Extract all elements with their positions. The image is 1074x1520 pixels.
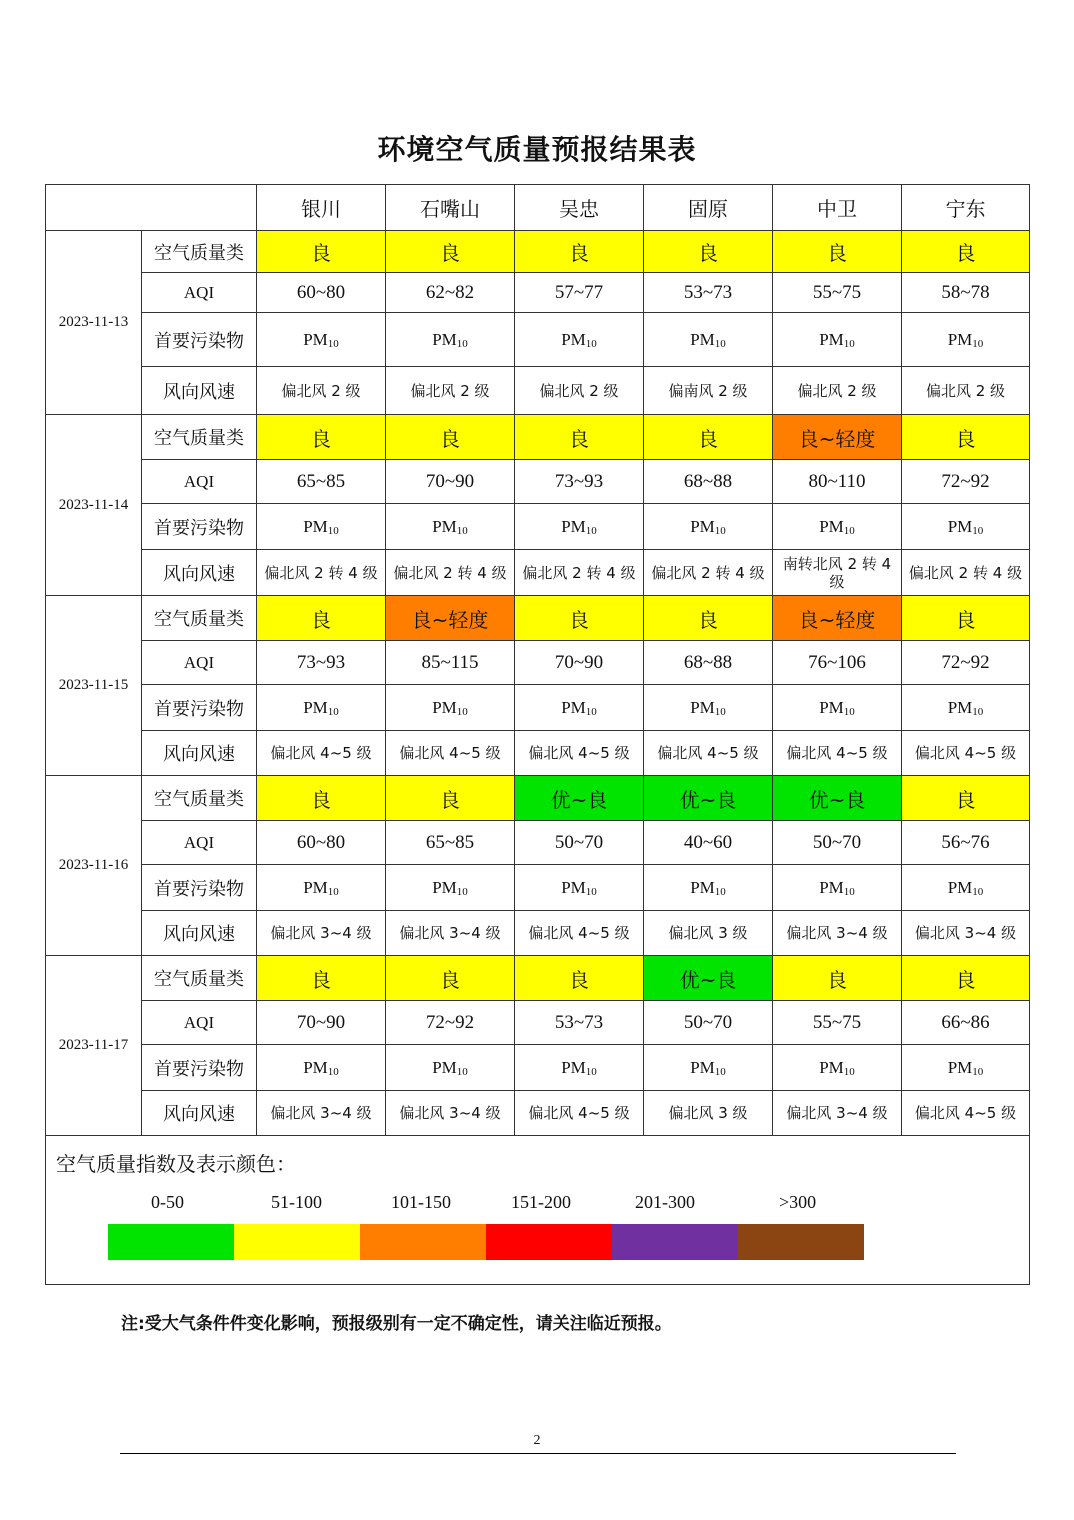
- aqi-row: [46, 273, 1030, 313]
- category-cell: 优~良: [773, 776, 902, 821]
- aqi-cell: 58~78: [902, 273, 1030, 313]
- wind-row: [46, 367, 1030, 415]
- aqi-cell: 68~88: [644, 641, 773, 685]
- pollutant-cell: [515, 685, 644, 731]
- aqi-cell: 66~86: [902, 1001, 1030, 1045]
- pollutant-name: PM: [819, 877, 844, 897]
- category-cell: 良: [902, 956, 1030, 1001]
- pollutant-name: PM: [561, 329, 586, 349]
- city-header: 银川: [257, 185, 386, 231]
- legend-color-swatch: [486, 1224, 612, 1260]
- pollutant-subscript: 10: [843, 524, 855, 537]
- legend-range-label: 151-200: [511, 1192, 571, 1212]
- pollutant-cell: [386, 504, 515, 550]
- aqi-cell: 53~73: [515, 1001, 644, 1045]
- category-cell: 优~良: [515, 776, 644, 821]
- aqi-cell: 80~110: [773, 460, 902, 504]
- pollutant-subscript: 10: [585, 705, 597, 718]
- pollutant-name: PM: [947, 516, 973, 536]
- wind-cell: 偏北风 4~5 级: [515, 731, 644, 776]
- pollutant-name: PM: [561, 877, 586, 897]
- pollutant-subscript: 10: [456, 885, 468, 898]
- wind-cell: 偏北风 4~5 级: [773, 731, 902, 776]
- legend-color-swatch: [738, 1224, 864, 1260]
- forecast-date: 2023-11-17: [46, 956, 142, 1136]
- row-label-pollutant: 首要污染物: [142, 1045, 257, 1091]
- wind-cell: 南转北风 2 转 4 级: [773, 550, 902, 596]
- pollutant-cell: [902, 685, 1030, 731]
- aqi-cell: 53~73: [644, 273, 773, 313]
- row-label-pollutant: 首要污染物: [142, 865, 257, 911]
- aqi-cell: 70~90: [515, 641, 644, 685]
- wind-cell: 偏北风 3 级: [644, 1091, 773, 1136]
- pollutant-subscript: 10: [972, 337, 984, 350]
- pollutant-name: PM: [303, 329, 328, 349]
- aqi-cell: 56~76: [902, 821, 1030, 865]
- pollutant-cell: [257, 685, 386, 731]
- category-cell: 良: [386, 776, 515, 821]
- pollutant-cell: [515, 504, 644, 550]
- pollutant-subscript: 10: [327, 705, 339, 718]
- pollutant-name: PM: [690, 697, 715, 717]
- pollutant-name: PM: [561, 1057, 586, 1077]
- aqi-cell: 50~70: [644, 1001, 773, 1045]
- pollutant-cell: [902, 313, 1030, 367]
- pollutant-name: PM: [947, 697, 973, 717]
- pollutant-name: PM: [303, 1057, 328, 1077]
- pollutant-name: PM: [819, 329, 844, 349]
- wind-cell: 偏北风 2 级: [515, 367, 644, 415]
- pollutant-cell: [386, 865, 515, 911]
- pollutant-cell: [902, 1045, 1030, 1091]
- aqi-cell: 50~70: [773, 821, 902, 865]
- wind-cell: 偏北风 3~4 级: [257, 911, 386, 956]
- category-cell: 良: [257, 415, 386, 460]
- category-cell: 良: [515, 956, 644, 1001]
- wind-cell: 偏北风 4~5 级: [515, 911, 644, 956]
- category-cell: 良: [257, 231, 386, 273]
- pollutant-subscript: 10: [972, 885, 984, 898]
- pollutant-subscript: 10: [843, 337, 855, 350]
- category-cell: 良: [515, 415, 644, 460]
- wind-row: [46, 550, 1030, 596]
- pollutant-cell: [644, 865, 773, 911]
- wind-cell: 偏北风 4~5 级: [644, 731, 773, 776]
- category-cell: 良: [902, 776, 1030, 821]
- legend-row: [46, 1136, 1030, 1285]
- pollutant-cell: [773, 504, 902, 550]
- category-cell: 良: [386, 415, 515, 460]
- pollutant-cell: [386, 313, 515, 367]
- pollutant-subscript: 10: [456, 1065, 468, 1078]
- category-cell: 优~良: [644, 776, 773, 821]
- wind-cell: 偏北风 3~4 级: [902, 911, 1030, 956]
- category-cell: 良: [644, 231, 773, 273]
- forecast-table: [45, 184, 1030, 1285]
- pollutant-subscript: 10: [714, 885, 726, 898]
- pollutant-cell: [515, 1045, 644, 1091]
- row-label-pollutant: 首要污染物: [142, 685, 257, 731]
- aqi-cell: 73~93: [257, 641, 386, 685]
- row-label-aqi: AQI: [142, 273, 257, 313]
- category-cell: 良: [386, 231, 515, 273]
- row-label-aqi: AQI: [142, 641, 257, 685]
- row-label-aqi: AQI: [142, 821, 257, 865]
- wind-row: [46, 1091, 1030, 1136]
- wind-cell: 偏北风 2 级: [773, 367, 902, 415]
- aqi-row: [46, 1001, 1030, 1045]
- pollutant-name: PM: [690, 1057, 715, 1077]
- pollutant-subscript: 10: [843, 1065, 855, 1078]
- pollutant-subscript: 10: [327, 885, 339, 898]
- aqi-cell: 76~106: [773, 641, 902, 685]
- pollutant-name: PM: [690, 329, 715, 349]
- row-label-category: 空气质量类: [142, 596, 257, 641]
- pollutant-cell: [257, 1045, 386, 1091]
- row-label-aqi: AQI: [142, 460, 257, 504]
- row-label-wind: 风向风速: [142, 367, 257, 415]
- pollutant-row: [46, 504, 1030, 550]
- pollutant-cell: [515, 313, 644, 367]
- forecast-date: 2023-11-13: [46, 231, 142, 415]
- row-label-category: 空气质量类: [142, 956, 257, 1001]
- forecast-note: 注:受大气条件件变化影响，预报级别有一定不确定性，请关注临近预报。: [121, 1314, 672, 1334]
- category-cell: 良: [257, 956, 386, 1001]
- city-header: 石嘴山: [386, 185, 515, 231]
- pollutant-subscript: 10: [714, 524, 726, 537]
- category-cell: 优~良: [644, 956, 773, 1001]
- category-cell: 良: [644, 415, 773, 460]
- wind-cell: 偏北风 2 转 4 级: [644, 550, 773, 596]
- legend-range-label: 101-150: [391, 1192, 451, 1212]
- aqi-cell: 60~80: [257, 273, 386, 313]
- pollutant-row: [46, 1045, 1030, 1091]
- category-cell: 良: [257, 776, 386, 821]
- aqi-cell: 65~85: [386, 821, 515, 865]
- pollutant-subscript: 10: [585, 885, 597, 898]
- pollutant-cell: [515, 865, 644, 911]
- wind-cell: 偏北风 4~5 级: [386, 731, 515, 776]
- pollutant-cell: [386, 1045, 515, 1091]
- pollutant-name: PM: [947, 329, 973, 349]
- pollutant-name: PM: [432, 516, 457, 536]
- aqi-cell: 72~92: [902, 460, 1030, 504]
- aqi-cell: 55~75: [773, 273, 902, 313]
- forecast-date: 2023-11-16: [46, 776, 142, 956]
- city-header: 宁东: [902, 185, 1030, 231]
- legend-range-label: 201-300: [635, 1192, 695, 1212]
- category-cell: 良~轻度: [773, 415, 902, 460]
- pollutant-subscript: 10: [714, 1065, 726, 1078]
- pollutant-subscript: 10: [456, 705, 468, 718]
- pollutant-cell: [773, 865, 902, 911]
- aqi-row: [46, 821, 1030, 865]
- wind-cell: 偏北风 4~5 级: [902, 731, 1030, 776]
- pollutant-cell: [644, 504, 773, 550]
- legend-color-swatch: [234, 1224, 360, 1260]
- category-cell: 良: [902, 415, 1030, 460]
- category-row: [46, 596, 1030, 641]
- category-cell: 良: [644, 596, 773, 641]
- pollutant-name: PM: [947, 1057, 973, 1077]
- wind-cell: 偏北风 4~5 级: [515, 1091, 644, 1136]
- pollutant-subscript: 10: [585, 524, 597, 537]
- pollutant-cell: [644, 685, 773, 731]
- wind-cell: 偏北风 2 转 4 级: [257, 550, 386, 596]
- city-header: 固原: [644, 185, 773, 231]
- wind-row: [46, 911, 1030, 956]
- pollutant-cell: [773, 685, 902, 731]
- pollutant-subscript: 10: [843, 885, 855, 898]
- aqi-color-legend: [46, 1136, 1030, 1285]
- pollutant-cell: [257, 865, 386, 911]
- aqi-cell: 55~75: [773, 1001, 902, 1045]
- aqi-cell: 72~92: [386, 1001, 515, 1045]
- pollutant-subscript: 10: [714, 705, 726, 718]
- row-label-category: 空气质量类: [142, 415, 257, 460]
- wind-cell: 偏北风 3~4 级: [257, 1091, 386, 1136]
- category-row: [46, 415, 1030, 460]
- row-label-pollutant: 首要污染物: [142, 504, 257, 550]
- wind-cell: 偏北风 3~4 级: [773, 1091, 902, 1136]
- aqi-cell: 50~70: [515, 821, 644, 865]
- legend-color-swatch: [612, 1224, 738, 1260]
- forecast-date: 2023-11-15: [46, 596, 142, 776]
- pollutant-subscript: 10: [327, 337, 339, 350]
- pollutant-cell: [773, 313, 902, 367]
- pollutant-name: PM: [819, 1057, 844, 1077]
- pollutant-subscript: 10: [972, 705, 984, 718]
- pollutant-subscript: 10: [585, 1065, 597, 1078]
- row-label-wind: 风向风速: [142, 1091, 257, 1136]
- wind-cell: 偏北风 2 级: [257, 367, 386, 415]
- pollutant-subscript: 10: [327, 1065, 339, 1078]
- pollutant-name: PM: [432, 697, 457, 717]
- pollutant-subscript: 10: [714, 337, 726, 350]
- wind-cell: 偏北风 3~4 级: [386, 911, 515, 956]
- city-header: 中卫: [773, 185, 902, 231]
- row-label-wind: 风向风速: [142, 550, 257, 596]
- aqi-row: [46, 641, 1030, 685]
- pollutant-name: PM: [303, 877, 328, 897]
- pollutant-row: [46, 685, 1030, 731]
- wind-cell: 偏北风 2 级: [386, 367, 515, 415]
- aqi-cell: 73~93: [515, 460, 644, 504]
- row-label-pollutant: 首要污染物: [142, 313, 257, 367]
- pollutant-name: PM: [819, 697, 844, 717]
- category-cell: 良: [257, 596, 386, 641]
- pollutant-cell: [902, 504, 1030, 550]
- footer-line: [120, 1453, 956, 1454]
- pollutant-cell: [257, 504, 386, 550]
- aqi-cell: 85~115: [386, 641, 515, 685]
- wind-cell: 偏北风 3 级: [644, 911, 773, 956]
- wind-cell: 偏北风 4~5 级: [902, 1091, 1030, 1136]
- pollutant-row: [46, 865, 1030, 911]
- aqi-cell: 60~80: [257, 821, 386, 865]
- pollutant-cell: [902, 865, 1030, 911]
- wind-cell: 偏南风 2 级: [644, 367, 773, 415]
- legend-color-swatch: [108, 1224, 234, 1260]
- row-label-aqi: AQI: [142, 1001, 257, 1045]
- pollutant-name: PM: [303, 697, 328, 717]
- forecast-date: 2023-11-14: [46, 415, 142, 596]
- pollutant-name: PM: [561, 697, 586, 717]
- pollutant-subscript: 10: [972, 1065, 984, 1078]
- row-label-category: 空气质量类: [142, 776, 257, 821]
- aqi-row: [46, 460, 1030, 504]
- wind-cell: 偏北风 2 转 4 级: [902, 550, 1030, 596]
- legend-color-bar: [108, 1224, 864, 1260]
- pollutant-name: PM: [432, 877, 457, 897]
- pollutant-cell: [257, 313, 386, 367]
- pollutant-name: PM: [561, 516, 586, 536]
- header-corner: [46, 185, 257, 231]
- pollutant-cell: [644, 1045, 773, 1091]
- pollutant-subscript: 10: [585, 337, 597, 350]
- row-label-wind: 风向风速: [142, 911, 257, 956]
- pollutant-name: PM: [432, 1057, 457, 1077]
- pollutant-subscript: 10: [972, 524, 984, 537]
- city-header: 吴忠: [515, 185, 644, 231]
- category-cell: 良: [773, 231, 902, 273]
- aqi-cell: 70~90: [386, 460, 515, 504]
- legend-title: 空气质量指数及表示颜色：: [56, 1152, 296, 1176]
- row-label-category: 空气质量类: [142, 231, 257, 273]
- wind-cell: 偏北风 3~4 级: [773, 911, 902, 956]
- page-title: 环境空气质量预报结果表: [377, 133, 697, 166]
- pollutant-name: PM: [690, 516, 715, 536]
- wind-row: [46, 731, 1030, 776]
- pollutant-cell: [773, 1045, 902, 1091]
- header-row: [46, 185, 1030, 231]
- wind-cell: 偏北风 2 转 4 级: [515, 550, 644, 596]
- category-row: [46, 231, 1030, 273]
- category-row: [46, 776, 1030, 821]
- pollutant-row: [46, 313, 1030, 367]
- category-cell: 良: [386, 956, 515, 1001]
- category-cell: 良: [902, 231, 1030, 273]
- pollutant-name: PM: [303, 516, 328, 536]
- category-cell: 良: [773, 956, 902, 1001]
- legend-range-label: 0-50: [151, 1192, 184, 1212]
- legend-color-swatch: [360, 1224, 486, 1260]
- legend-range-label: 51-100: [271, 1192, 322, 1212]
- wind-cell: 偏北风 2 级: [902, 367, 1030, 415]
- category-cell: 良: [902, 596, 1030, 641]
- pollutant-subscript: 10: [327, 524, 339, 537]
- pollutant-subscript: 10: [456, 524, 468, 537]
- pollutant-subscript: 10: [456, 337, 468, 350]
- page-number: 2: [533, 1433, 541, 1448]
- aqi-cell: 40~60: [644, 821, 773, 865]
- pollutant-cell: [644, 313, 773, 367]
- pollutant-name: PM: [690, 877, 715, 897]
- pollutant-cell: [386, 685, 515, 731]
- pollutant-name: PM: [432, 329, 457, 349]
- category-row: [46, 956, 1030, 1001]
- aqi-cell: 72~92: [902, 641, 1030, 685]
- aqi-cell: 62~82: [386, 273, 515, 313]
- category-cell: 良~轻度: [773, 596, 902, 641]
- category-cell: 良~轻度: [386, 596, 515, 641]
- pollutant-name: PM: [819, 516, 844, 536]
- wind-cell: 偏北风 3~4 级: [386, 1091, 515, 1136]
- aqi-cell: 70~90: [257, 1001, 386, 1045]
- legend-range-label: >300: [779, 1192, 817, 1212]
- category-cell: 良: [515, 231, 644, 273]
- legend-ranges: [46, 1192, 1029, 1212]
- category-cell: 良: [515, 596, 644, 641]
- row-label-wind: 风向风速: [142, 731, 257, 776]
- aqi-cell: 68~88: [644, 460, 773, 504]
- aqi-cell: 57~77: [515, 273, 644, 313]
- wind-cell: 偏北风 4~5 级: [257, 731, 386, 776]
- wind-cell: 偏北风 2 转 4 级: [386, 550, 515, 596]
- pollutant-name: PM: [947, 877, 973, 897]
- pollutant-subscript: 10: [843, 705, 855, 718]
- aqi-cell: 65~85: [257, 460, 386, 504]
